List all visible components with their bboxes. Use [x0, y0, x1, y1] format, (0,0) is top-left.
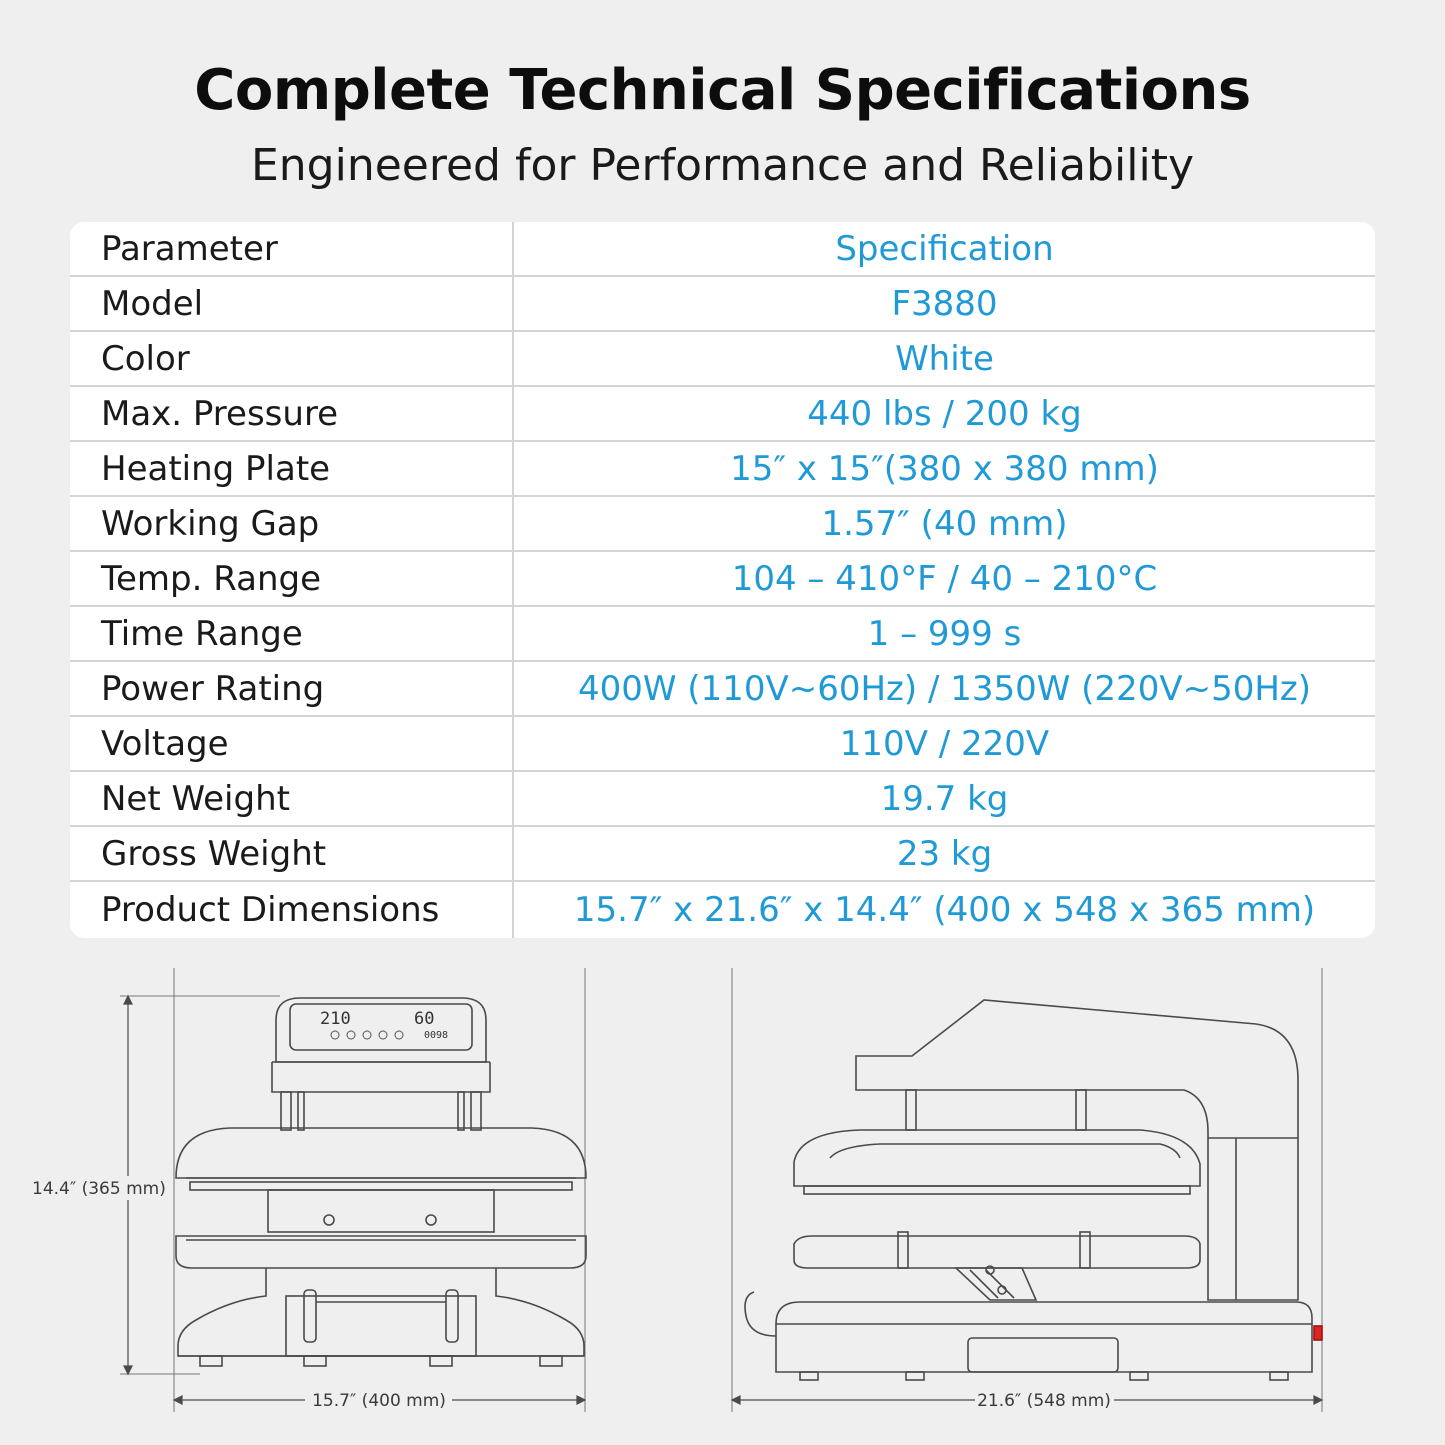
product-dimension-drawing [0, 960, 1445, 1445]
param-cell: Power Rating [70, 662, 514, 715]
display-icon [347, 1031, 355, 1039]
table-row [70, 772, 1375, 827]
page-subtitle: Engineered for Performance and Reliability [250, 140, 1194, 191]
param-cell: Temp. Range [70, 552, 514, 605]
table-row [70, 277, 1375, 332]
spec-cell: 15″ x 15″(380 x 380 mm) [730, 448, 1159, 489]
depth-dimension-label: 21.6″ (548 mm) [977, 1391, 1111, 1411]
param-cell: Time Range [70, 607, 514, 660]
spec-cell: 15.7″ x 21.6″ x 14.4″ (400 x 548 x 365 mm) [573, 890, 1316, 930]
spec-cell: 110V / 220V [839, 723, 1050, 764]
param-cell: Model [70, 277, 514, 330]
spec-cell: 23 kg [896, 833, 993, 874]
header-specification: Specification [835, 228, 1054, 269]
param-cell: Product Dimensions [70, 882, 514, 938]
display-icon [395, 1031, 403, 1039]
table-row [70, 332, 1375, 387]
table-row [70, 882, 1375, 938]
page-title: Complete Technical Specifications [194, 58, 1251, 123]
param-cell: Gross Weight [70, 827, 514, 880]
param-cell: Max. Pressure [70, 387, 514, 440]
spec-cell: F3880 [891, 283, 998, 324]
front-view-drawing [120, 968, 586, 1412]
spec-cell: White [895, 338, 994, 379]
table-row [70, 497, 1375, 552]
table-row [70, 662, 1375, 717]
display-count: 0098 [424, 1030, 449, 1041]
spec-cell: 400W (110V~60Hz) / 1350W (220V~50Hz) [577, 668, 1312, 709]
spec-cell: 1 – 999 s [867, 613, 1022, 654]
display-icon [363, 1031, 371, 1039]
param-cell: Heating Plate [70, 442, 514, 495]
param-cell: Voltage [70, 717, 514, 770]
side-view-drawing [732, 968, 1322, 1412]
table-row [70, 552, 1375, 607]
table-row [70, 607, 1375, 662]
spec-cell: 19.7 kg [880, 778, 1009, 819]
display-icon [331, 1031, 339, 1039]
table-row [70, 717, 1375, 772]
param-cell: Color [70, 332, 514, 385]
param-cell: Working Gap [70, 497, 514, 550]
spec-table [70, 222, 1375, 938]
table-row [70, 387, 1375, 442]
display-icon [379, 1031, 387, 1039]
display-time: 60 [414, 1009, 435, 1029]
display-temperature: 210 [320, 1009, 351, 1029]
table-row [70, 827, 1375, 882]
spec-cell: 104 – 410°F / 40 – 210°C [731, 558, 1158, 599]
spec-cell: 1.57″ (40 mm) [821, 503, 1068, 544]
height-dimension-label: 14.4″ (365 mm) [32, 1179, 166, 1199]
param-cell: Net Weight [70, 772, 514, 825]
table-row [70, 442, 1375, 497]
header-parameter: Parameter [70, 222, 514, 275]
width-dimension-label: 15.7″ (400 mm) [312, 1391, 446, 1411]
table-header-row [70, 222, 1375, 277]
spec-cell: 440 lbs / 200 kg [807, 393, 1082, 434]
